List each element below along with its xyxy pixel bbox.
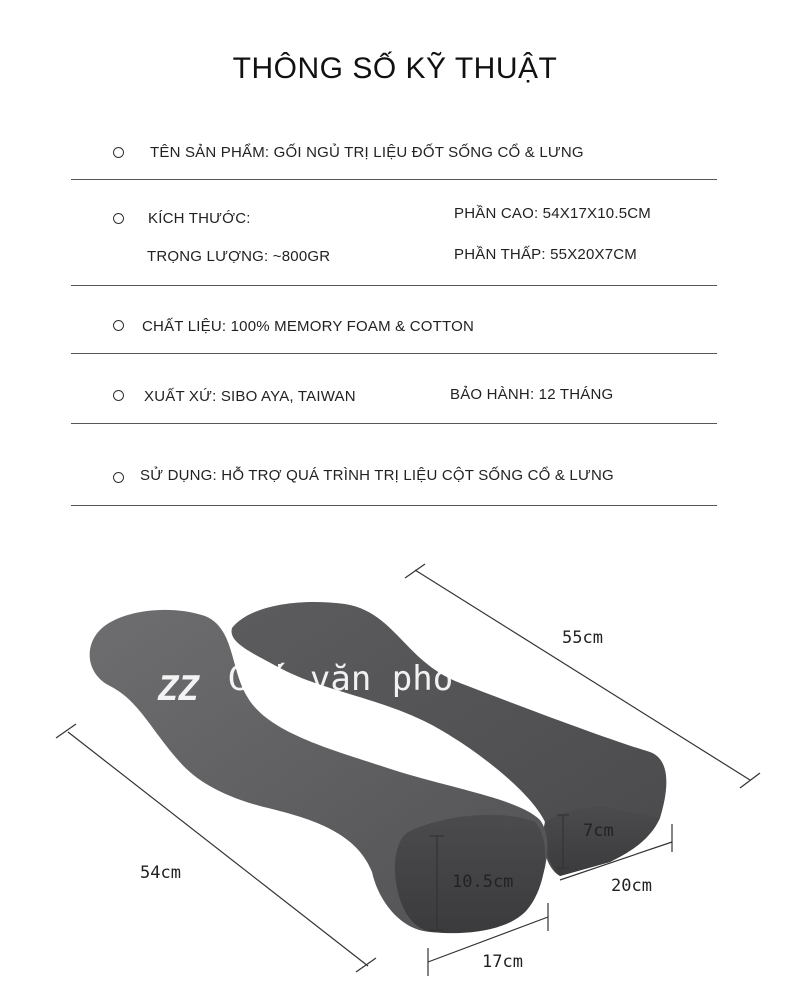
spec-weight: TRỌNG LƯỢNG: ~800GR bbox=[147, 248, 331, 265]
bullet-icon bbox=[113, 390, 124, 401]
spec-usage: SỬ DỤNG: HỖ TRỢ QUÁ TRÌNH TRỊ LIỆU CỘT SỐNG CỔ & LƯNG bbox=[140, 467, 614, 484]
spec-size-label: KÍCH THƯỚC: bbox=[148, 210, 251, 227]
pillow-illustration bbox=[0, 540, 790, 1005]
dim-length-low: 55cm bbox=[562, 628, 603, 648]
spec-material: CHẤT LIỆU: 100% MEMORY FOAM & COTTON bbox=[142, 318, 474, 335]
spec-high-part: PHẦN CAO: 54X17X10.5CM bbox=[454, 205, 651, 222]
watermark-text: Gối văn phò bbox=[228, 659, 454, 699]
page-title: THÔNG SỐ KỸ THUẬT bbox=[232, 52, 558, 85]
dim-length-high: 54cm bbox=[140, 863, 181, 883]
dim-height-high: 10.5cm bbox=[452, 872, 514, 892]
spec-origin: XUẤT XỨ: SIBO AYA, TAIWAN bbox=[144, 388, 356, 405]
dim-width-high: 17cm bbox=[482, 952, 523, 972]
bullet-icon bbox=[113, 213, 124, 224]
divider bbox=[71, 285, 717, 286]
divider bbox=[71, 423, 717, 424]
divider bbox=[71, 179, 717, 180]
dim-height-low: 7cm bbox=[583, 821, 614, 841]
bullet-icon bbox=[113, 147, 124, 158]
bullet-icon bbox=[113, 472, 124, 483]
spec-warranty: BẢO HÀNH: 12 THÁNG bbox=[450, 386, 614, 403]
spec-product-name: TÊN SẢN PHẨM: GỐI NGỦ TRỊ LIỆU ĐỐT SỐNG CỔ & LƯNG bbox=[150, 144, 584, 161]
dim-width-low: 20cm bbox=[611, 876, 652, 896]
divider bbox=[71, 505, 717, 506]
watermark-logo-icon: ZZ bbox=[158, 669, 199, 709]
spec-low-part: PHẦN THẤP: 55X20X7CM bbox=[454, 246, 637, 263]
bullet-icon bbox=[113, 320, 124, 331]
divider bbox=[71, 353, 717, 354]
